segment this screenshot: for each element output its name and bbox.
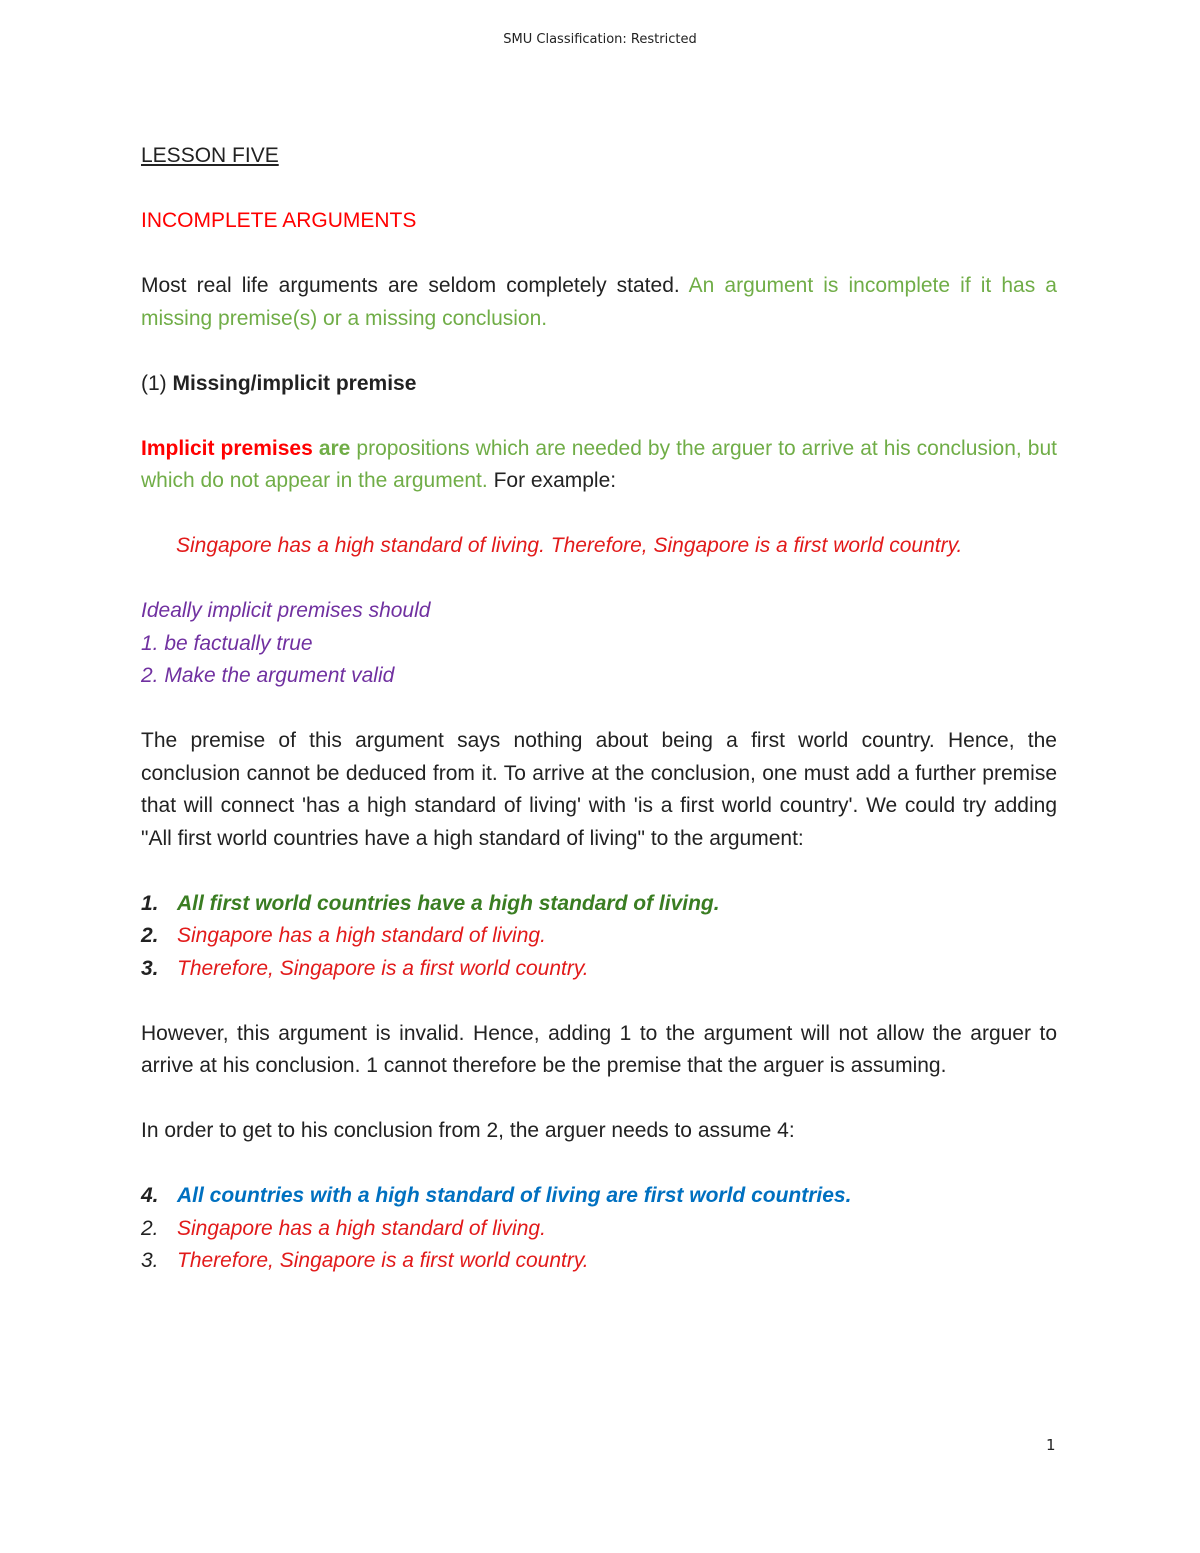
- intro-plain: Most real life arguments are seldom completely stated.: [141, 274, 689, 297]
- argument2-item: [141, 1180, 1057, 1213]
- item-text: Therefore, Singapore is a first world country.: [177, 956, 589, 980]
- subheading-number: (1): [141, 371, 173, 395]
- item-number: 2.: [141, 1216, 159, 1240]
- item-text: All first world countries have a high standard of living.: [177, 891, 720, 915]
- item-number: 3.: [141, 956, 159, 980]
- item-text: Singapore has a high standard of living.: [177, 1216, 546, 1240]
- intro-highlight: An argument is incomplete if it has a missing premise(s) or a missing conclusion.: [141, 274, 1057, 330]
- ideal-item: 2. Make the argument valid: [141, 664, 395, 687]
- subheading: [141, 368, 1057, 401]
- order-note: In order to get to his conclusion from 2, the arguer needs to assume 4:: [141, 1119, 795, 1142]
- item-number: 4.: [141, 1184, 159, 1207]
- argument1-item: [141, 888, 1057, 921]
- argument1-item: [141, 920, 1057, 953]
- definition-paragraph: [141, 433, 1057, 498]
- section-title: INCOMPLETE ARGUMENTS: [141, 209, 417, 232]
- intro-paragraph: [141, 270, 1057, 335]
- explanation-quote: "All first world countries have a high standard of living" to the argument:: [141, 826, 804, 850]
- argument1-item: [141, 953, 1057, 986]
- example-argument: Singapore has a high standard of living. Therefore, Singapore is a first world country.: [176, 534, 963, 557]
- page-number: 1: [1046, 1436, 1056, 1454]
- definition-verb: are: [312, 436, 351, 460]
- definition-term: Implicit premises: [141, 436, 313, 460]
- item-number: 3.: [141, 1249, 159, 1272]
- argument2-item: [141, 1213, 1057, 1246]
- ideal-item: 1. be factually true: [141, 631, 313, 655]
- explanation-text: The premise of this argument says nothing about being a first world country. Hence, the conclusion cannot be deduced from it. To arrive at the conclusion, one must add a further premise that will connect 'has a high standard of living' with 'is a first world country'. We could try adding: [141, 729, 1057, 817]
- item-text: Therefore, Singapore is a first world country.: [177, 1249, 589, 1272]
- definition-tail: For example:: [487, 469, 617, 492]
- explanation-paragraph: [141, 725, 1057, 855]
- item-text: Singapore has a high standard of living.: [177, 924, 546, 947]
- subheading-text: Missing/implicit premise: [172, 371, 417, 395]
- ideal-heading: Ideally implicit premises should: [141, 599, 431, 622]
- argument2-item: [141, 1245, 1057, 1278]
- lesson-title: LESSON FIVE: [141, 144, 279, 167]
- definition-body: propositions which are needed by the arguer to arrive at his conclusion, but which do not appear in the argument.: [141, 436, 1057, 492]
- document-body: [141, 140, 1057, 1278]
- item-number: 1.: [141, 891, 159, 915]
- item-number: 2.: [141, 924, 159, 947]
- item-text: All countries with a high standard of living are first world countries.: [177, 1184, 852, 1207]
- classification-header: SMU Classification: Restricted: [503, 32, 697, 47]
- invalid-note: However, this argument is invalid. Hence, adding 1 to the argument will not allow the arguer to arrive at his conclusion. 1 cannot therefore be the premise that the arguer is assuming.: [141, 1021, 1057, 1077]
